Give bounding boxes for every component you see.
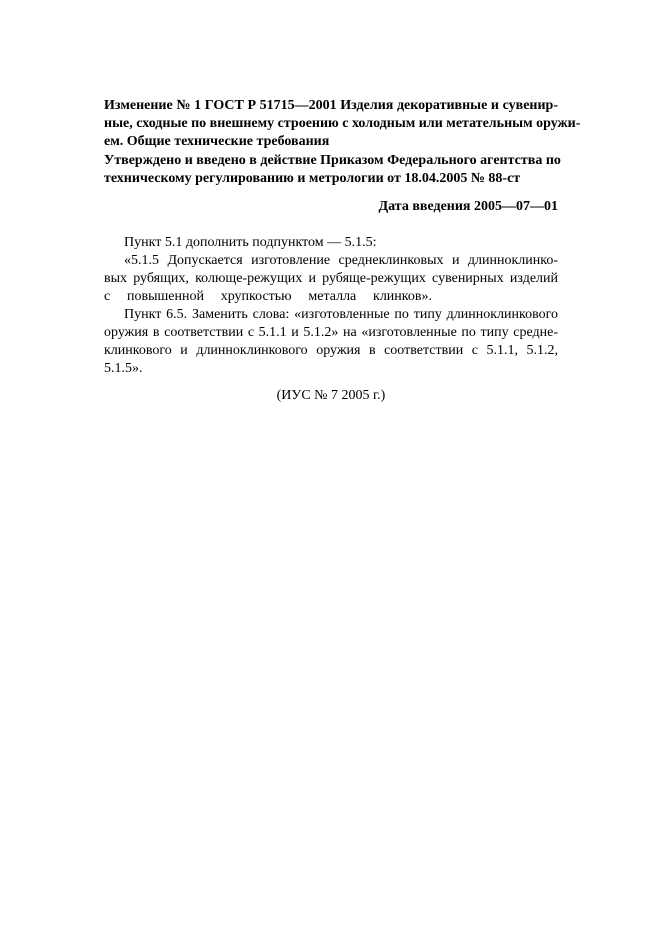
approval-line: техническому регулированию и метрологии от 18.04.2005 № 88-ст: [104, 171, 521, 186]
source-reference: (ИУС № 7 2005 г.): [276, 388, 386, 403]
body-line: «5.1.5 Допускается изготовление среднеклинковых и длинноклинко-: [124, 253, 558, 268]
title-line: Изменение № 1 ГОСТ Р 51715—2001 Изделия декоративные и сувенир-: [104, 98, 558, 113]
title-line: ные, сходные по внешнему строению с холодным или метательным оружи-: [104, 116, 581, 131]
effective-date: Дата введения 2005—07—01: [378, 199, 558, 214]
body-line: клинкового и длинноклинкового оружия в соответствии с 5.1.1, 5.1.2,: [104, 343, 558, 358]
body-line: Пункт 5.1 дополнить подпунктом — 5.1.5:: [124, 235, 377, 250]
body-line: оружия в соответствии с 5.1.1 и 5.1.2» на «изготовленные по типу средне-: [104, 325, 558, 340]
body-line: Пункт 6.5. Заменить слова: «изготовленные по типу длинноклинкового: [124, 307, 558, 322]
body-line: с повышенной хрупкостью металла клинков».: [104, 289, 432, 304]
body-line: 5.1.5».: [104, 361, 143, 376]
title-line: ем. Общие технические требования: [104, 134, 330, 149]
body-line: вых рубящих, колюще-режущих и рубяще-режущих сувенирных изделий: [104, 271, 558, 286]
approval-line: Утверждено и введено в действие Приказом Федерального агентства по: [104, 153, 561, 168]
